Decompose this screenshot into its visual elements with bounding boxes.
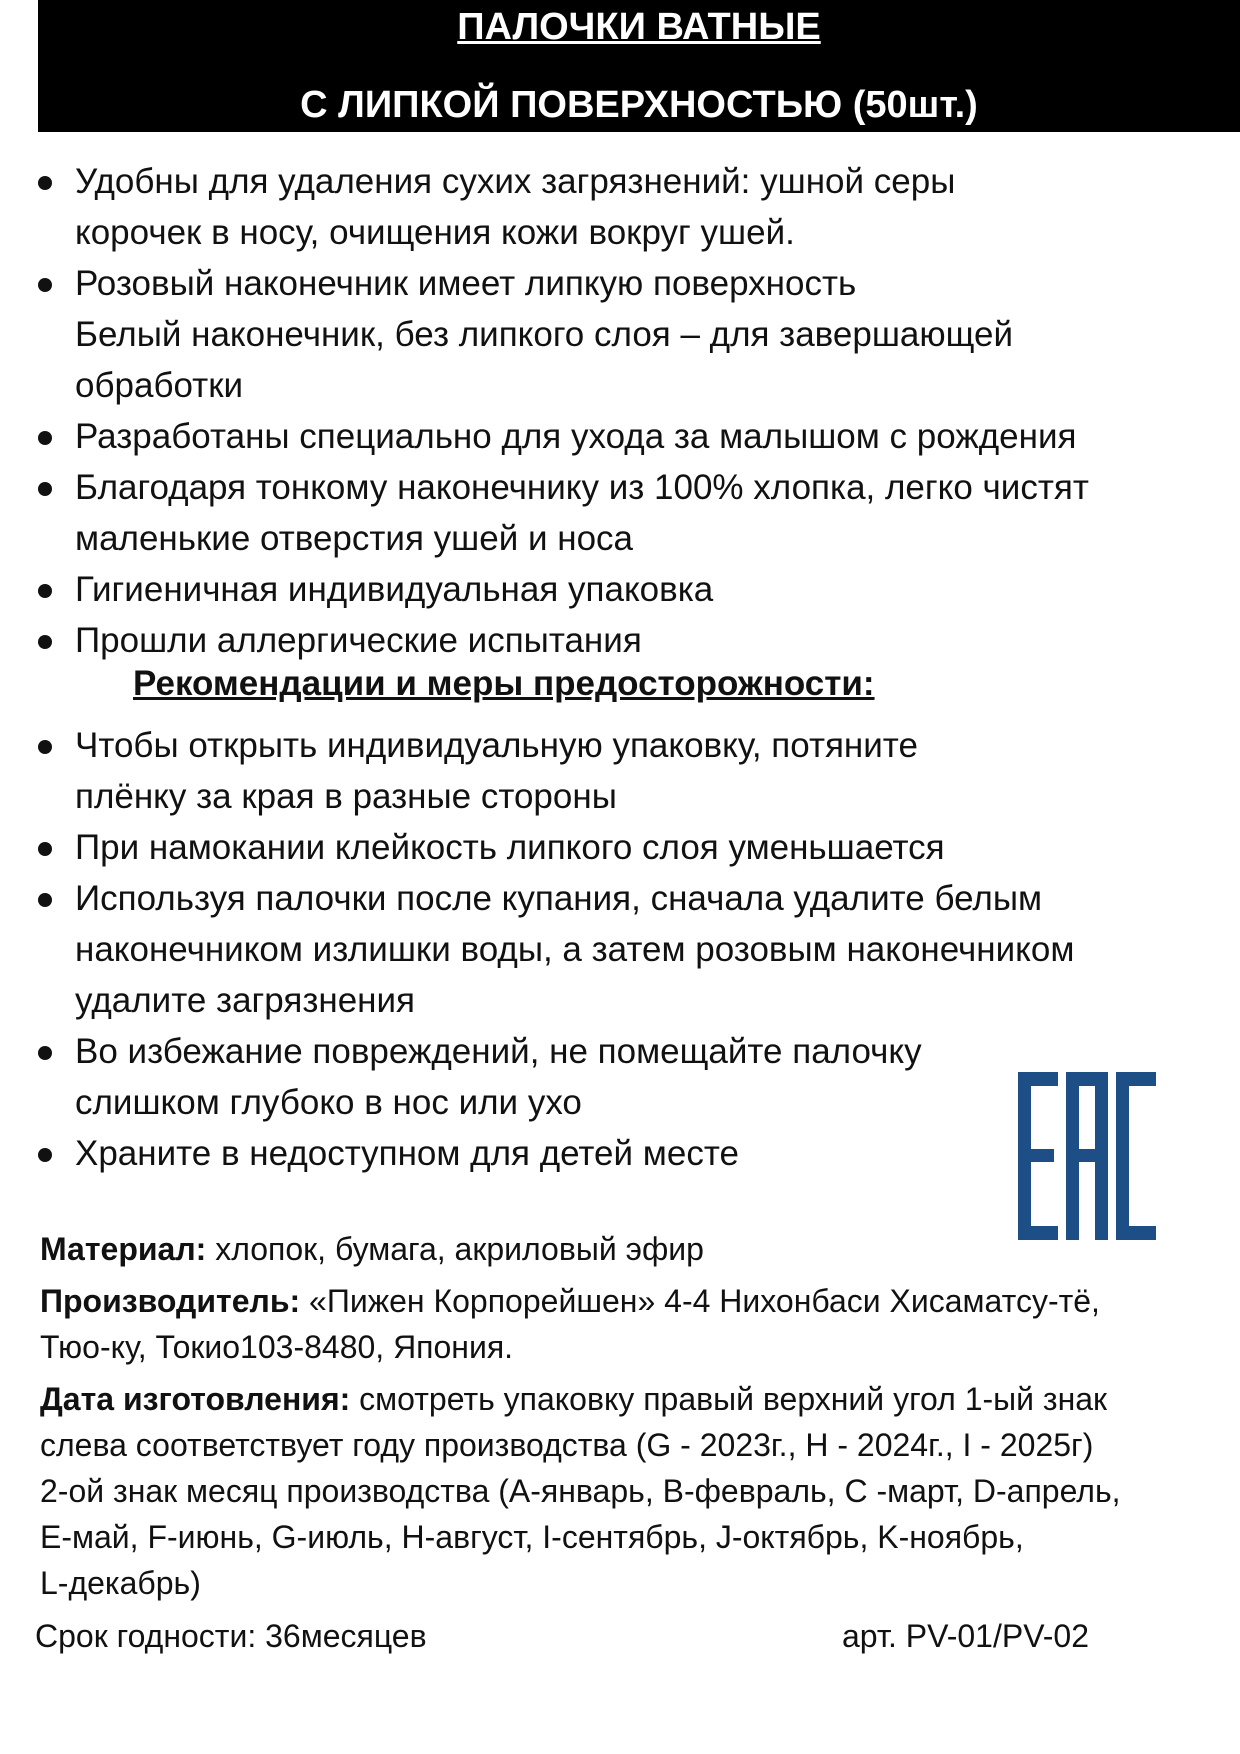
manufacture-date-label: Дата изготовления: xyxy=(40,1381,351,1417)
feature-item xyxy=(0,411,1240,462)
title-line-1: ПАЛОЧКИ ВАТНЫЕ xyxy=(457,6,821,48)
feature-item-text: маленькие отверстия ушей и носа xyxy=(75,519,634,558)
bullet-icon xyxy=(38,431,52,445)
manufacture-date-block xyxy=(40,1376,1220,1606)
eac-mark-icon xyxy=(1018,1072,1156,1240)
feature-item-text: Розовый наконечник имеет липкую поверхность xyxy=(75,264,857,303)
manufacturer-block xyxy=(40,1278,1220,1370)
eac-mark-stroke xyxy=(1116,1072,1156,1086)
feature-item xyxy=(0,258,1240,411)
features-list xyxy=(0,156,1240,666)
feature-item xyxy=(0,564,1240,615)
bullet-icon xyxy=(38,1046,52,1060)
feature-item-text: обработки xyxy=(75,366,244,405)
feature-item xyxy=(0,615,1240,666)
precaution-item xyxy=(0,720,1240,822)
feature-item-text: Разработаны специально для ухода за малышом с рождения xyxy=(75,417,1077,456)
bullet-icon xyxy=(38,635,52,649)
bullet-icon xyxy=(38,740,52,754)
bullet-icon xyxy=(38,584,52,598)
material-value: хлопок, бумага, акриловый эфир xyxy=(206,1231,704,1267)
bullet-icon xyxy=(38,176,52,190)
precaution-item-text: Чтобы открыть индивидуальную упаковку, потяните xyxy=(75,726,918,765)
bullet-icon xyxy=(38,1148,52,1162)
precaution-item-text: Храните в недоступном для детей месте xyxy=(75,1134,739,1173)
title-line-2: С ЛИПКОЙ ПОВЕРХНОСТЬЮ (50шт.) xyxy=(300,84,978,126)
manufacture-date-line-2: слева соответствует году производства (G - 2023г., H - 2024г., I - 2025г) xyxy=(40,1427,1094,1463)
bullet-icon xyxy=(38,278,52,292)
precaution-item-text: плёнку за края в разные стороны xyxy=(75,777,617,816)
precaution-item-text: Во избежание повреждений, не помещайте палочку xyxy=(75,1032,922,1071)
shelf-life: Срок годности: 36месяцев xyxy=(35,1618,427,1654)
precaution-item-text: слишком глубоко в нос или ухо xyxy=(75,1083,582,1122)
manufacturer-label: Производитель: xyxy=(40,1283,301,1319)
precaution-item-text: наконечником излишки воды, а затем розовым наконечником xyxy=(75,930,1075,969)
feature-item xyxy=(0,462,1240,564)
manufacturer-line-2: Тюо-ку, Токио103-8480, Япония. xyxy=(40,1329,514,1365)
precaution-item xyxy=(0,873,1240,1026)
title-banner xyxy=(38,0,1240,132)
product-info xyxy=(40,1226,1220,1606)
precaution-item xyxy=(0,822,1240,873)
manufacture-date-line-5: L-декабрь) xyxy=(40,1565,201,1601)
precaution-item-text: Используя палочки после купания, сначала удалите белым xyxy=(75,879,1043,918)
eac-mark-stroke xyxy=(1066,1149,1108,1162)
feature-item-text: Благодаря тонкому наконечнику из 100% хлопка, легко чистят xyxy=(75,468,1089,507)
precautions-title: Рекомендации и меры предосторожности: xyxy=(133,664,875,703)
feature-item-text: корочек в носу, очищения кожи вокруг ушей. xyxy=(75,213,795,252)
material-label: Материал: xyxy=(40,1231,207,1267)
material-line xyxy=(40,1226,1220,1272)
eac-mark-stroke xyxy=(1018,1149,1054,1162)
manufacture-date-line-4: E-май, F-июнь, G-июль, H-август, I-сентябрь, J-октябрь, K-ноябрь, xyxy=(40,1519,1024,1555)
eac-mark-stroke xyxy=(1018,1072,1058,1086)
feature-item-text: Удобны для удаления сухих загрязнений: ушной серы xyxy=(75,162,956,201)
bullet-icon xyxy=(38,842,52,856)
feature-item xyxy=(0,156,1240,258)
eac-mark-stroke xyxy=(1116,1072,1129,1240)
precaution-item-text: удалите загрязнения xyxy=(75,981,416,1020)
article-number: арт. PV-01/PV-02 xyxy=(842,1618,1090,1654)
manufacture-date-line-1: смотреть упаковку правый верхний угол 1-ый знак xyxy=(350,1381,1108,1417)
bullet-icon xyxy=(38,893,52,907)
feature-item-text: Белый наконечник, без липкого слоя – для завершающей xyxy=(75,315,1014,354)
bullet-icon xyxy=(38,482,52,496)
manufacturer-line-1: «Пижен Корпорейшен» 4-4 Нихонбаси Хисаматсу-тё, xyxy=(300,1283,1100,1319)
precaution-item-text: При намокании клейкость липкого слоя уменьшается xyxy=(75,828,945,867)
manufacture-date-line-3: 2-ой знак месяц производства (A-январь, B-февраль, C -март, D-апрель, xyxy=(40,1473,1121,1509)
feature-item-text: Гигиеничная индивидуальная упаковка xyxy=(75,570,714,609)
feature-item-text: Прошли аллергические испытания xyxy=(75,621,642,660)
